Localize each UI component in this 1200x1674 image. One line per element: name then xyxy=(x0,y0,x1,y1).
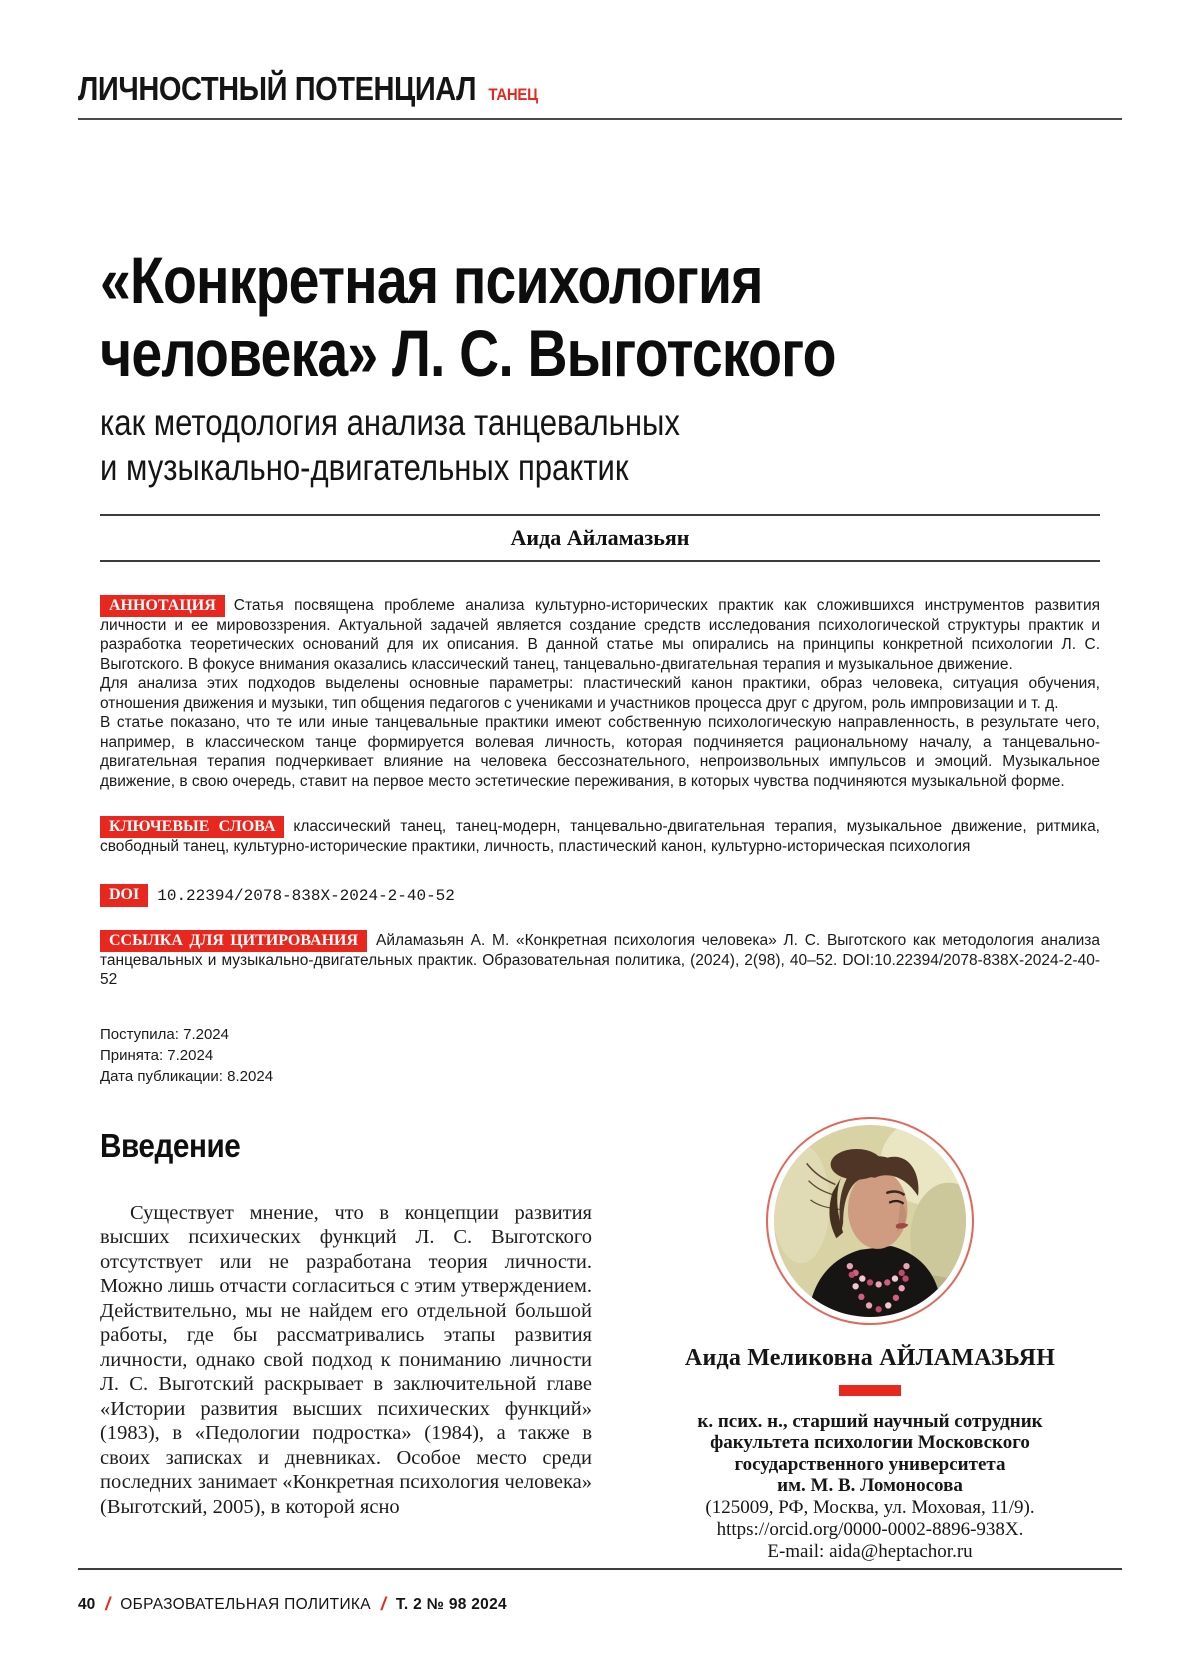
affiliation-line-3: государственного университета xyxy=(734,1453,1006,1475)
doi-section xyxy=(100,884,1100,907)
keywords-paragraph xyxy=(100,817,1100,856)
article-title-line-1: «Конкретная психология xyxy=(100,243,763,317)
date-received-label: Поступила: xyxy=(100,1025,179,1043)
affiliation-line-2: факультета психологии Московского xyxy=(710,1432,1030,1453)
article-title-line-2: человека» Л. С. Выготского xyxy=(100,316,836,390)
rubric-tag: ТАНЕЦ xyxy=(488,85,538,104)
abstract-text-3: В статье показано, что те или иные танцевальные практики имеют собственную психологическую направленность, в результате чего, например, в классическом танце формируется волевая личность, которая подчиняется рациональному началу, а танцевально-двигательная терапия подчеркивает влияние на человека бессознательного, непроизвольных импульсов и эмоций. Музыкальное движение, в свою очередь, ставит на первое место эстетические переживания, в которых чувства подчиняются музыкальной форме. xyxy=(100,714,1100,790)
masthead xyxy=(78,70,1122,120)
date-received xyxy=(100,1024,1100,1045)
date-published-value: 8.2024 xyxy=(227,1067,274,1085)
abstract-paragraph-3 xyxy=(100,713,1100,791)
citation-label-badge: ССЫЛКА ДЛЯ ЦИТИРОВАНИЯ xyxy=(100,930,367,952)
doi-label-badge: DOI xyxy=(100,884,148,907)
date-published-label: Дата публикации: xyxy=(100,1067,223,1085)
author-orcid-link[interactable]: https://orcid.org/0000-0002-8896-938X. xyxy=(716,1518,1024,1540)
article-title-block xyxy=(100,244,1100,490)
page-footer xyxy=(78,1568,1122,1615)
author-full-name: Аида Меликовна АЙЛАМАЗЬЯН xyxy=(684,1344,1056,1371)
issue-info: Т. 2 № 98 2024 xyxy=(395,1595,507,1613)
abstract-text-2: Для анализа этих подходов выделены основные параметры: пластический канон практики, образ человека, ситуация обучения, отношения движения и музыки, тип общения педагогов с учениками и участников процесса друг с другом, роль импровизации и т. д. xyxy=(100,675,1100,712)
abstract-paragraph-2 xyxy=(100,674,1100,713)
date-received-value: 7.2024 xyxy=(183,1025,229,1043)
date-accepted-value: 7.2024 xyxy=(167,1046,214,1064)
affiliation-line-4: им. М. В. Ломоносова xyxy=(777,1475,963,1496)
rubric-title: ЛИЧНОСТНЫЙ ПОТЕНЦИАЛ xyxy=(78,70,477,107)
keywords-label-badge: КЛЮЧЕВЫЕ СЛОВА xyxy=(100,816,284,838)
author-accent-bar xyxy=(839,1385,901,1396)
citation-section xyxy=(100,931,1100,990)
date-accepted xyxy=(100,1045,1100,1066)
article-subtitle xyxy=(100,400,1100,490)
author-portrait-illustration xyxy=(774,1125,966,1317)
author-photo-ring xyxy=(766,1117,974,1325)
author-affiliation xyxy=(640,1411,1100,1497)
two-column-area xyxy=(100,1127,1100,1563)
abstract-text-1: Статья посвящена проблеме анализа культурно-исторических практик как сложившихся инструментов развития личности и ее мировоззрения. Актуальной задачей является создание средств исследования психологической структуры практик и разработка теоретических оснований для их описания. В данной статье мы опирались на принципы конкретной психологии Л. С. Выготского. В фокусе внимания оказались классический танец, танцевально-двигательная терапия и музыкальное движение. xyxy=(100,597,1100,673)
keywords-section xyxy=(100,817,1100,856)
article-subtitle-line-1: как методология анализа танцевальных xyxy=(100,402,680,443)
intro-column xyxy=(100,1127,592,1563)
dates-block xyxy=(100,1024,1100,1087)
date-accepted-label: Принята: xyxy=(100,1046,164,1064)
author-address: (125009, РФ, Москва, ул. Моховая, 11/9). xyxy=(705,1496,1035,1518)
footer-slash-icon: / xyxy=(105,1594,111,1614)
page-number: 40 xyxy=(78,1595,96,1613)
journal-name: ОБРАЗОВАТЕЛЬНАЯ ПОЛИТИКА xyxy=(120,1595,371,1613)
author-photo xyxy=(774,1125,966,1317)
footer-slash-icon: / xyxy=(380,1594,386,1614)
intro-heading: Введение xyxy=(100,1126,241,1164)
author-email-link[interactable]: E-mail: aida@heptachor.ru xyxy=(767,1540,973,1562)
keywords-text: классический танец, танец-модерн, танцевально-двигательная терапия, музыкальное движение, ритмика, свободный танец, культурно-исторические практики, личность, пластический канон, культурно-историческая психология xyxy=(100,818,1100,855)
affiliation-line-1: к. псих. н., старший научный сотрудник xyxy=(697,1410,1043,1432)
citation-text: Айламазьян А. М. «Конкретная психология человека» Л. С. Выготского как методология анализа танцевальных и музыкально-двигательных практик. Образовательная политика, (2024), 2(98), 40–52. DOI:10.22394/2078-838X-2024-2-40-52 xyxy=(100,932,1100,988)
abstract-paragraph-1 xyxy=(100,596,1100,674)
abstract-section xyxy=(100,596,1100,791)
intro-paragraph: Существует мнение, что в концепции развития высших психических функций Л. С. Выготского отсутствует или не разработана теория личности. Можно лишь отчасти согласиться с этим утверждением. Действительно, мы не найдем его отдельной большой работы, где бы рассматривались этапы развития личности, однако свой подход к пониманию личности Л. С. Выготский раскрывает в заключительной главе «Истории развития высших психических функций» (1983), в «Педологии подростка» (1984), а также в своих записках и дневниках. Особое место среди последних занимает «Конкретная психология человека» (Выготский, 2005), в которой ясно xyxy=(100,1201,592,1518)
author-contacts xyxy=(640,1497,1100,1563)
doi-value: 10.22394/2078-838X-2024-2-40-52 xyxy=(157,886,455,905)
abstract-label-badge: АННОТАЦИЯ xyxy=(100,595,225,617)
masthead-row xyxy=(78,70,997,108)
date-published xyxy=(100,1066,1100,1087)
author-card xyxy=(640,1127,1100,1563)
citation-paragraph xyxy=(100,931,1100,990)
article-subtitle-line-2: и музыкально-двигательных практик xyxy=(100,447,629,488)
byline: Аида Айламазьян xyxy=(100,514,1100,562)
